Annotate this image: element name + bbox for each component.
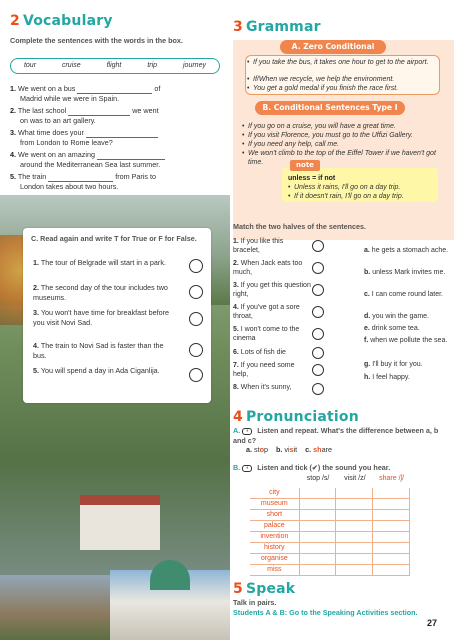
cathedral-dome bbox=[150, 560, 190, 590]
note-title: unless = if not bbox=[288, 175, 336, 182]
type1-example-3: • If you need any help, call me. bbox=[248, 140, 448, 149]
match-left-7: 7. If you need some help, bbox=[233, 362, 295, 379]
zero-conditional-title: A. Zero Conditional bbox=[280, 40, 386, 54]
vocab-blank-1[interactable] bbox=[77, 86, 152, 94]
match-right-a: a. he gets a stomach ache. bbox=[364, 247, 449, 254]
reading-item-4: 4. The train to Novi Sad is faster than the bus. bbox=[33, 341, 164, 360]
word-cruise: cruise bbox=[61, 62, 81, 70]
tick-cell[interactable] bbox=[373, 554, 410, 565]
match-right-e: e. drink some tea. bbox=[364, 325, 420, 332]
tf-answer-2[interactable] bbox=[189, 285, 203, 299]
speak-heading: 5 Speak bbox=[233, 581, 296, 597]
type1-example-4: • We won't climb to the top of the Eiffel Tower if we haven't got time. bbox=[248, 149, 438, 168]
tick-cell[interactable] bbox=[373, 521, 410, 532]
vocab-blank-3[interactable] bbox=[86, 130, 158, 138]
zero-example-3: • You get a gold medal if you finish the race first. bbox=[253, 84, 438, 93]
vocab-instruction: Complete the sentences with the words in the box. bbox=[10, 36, 183, 45]
grammar-heading: 3 Grammar bbox=[233, 19, 321, 35]
tick-cell[interactable] bbox=[300, 543, 337, 554]
vocab-item-3: 3. What time does your from London to Rome leave? bbox=[10, 128, 225, 147]
tick-cell[interactable] bbox=[373, 488, 410, 499]
match-right-c: c. I can come round later. bbox=[364, 291, 444, 298]
tick-cell[interactable] bbox=[373, 510, 410, 521]
match-answer-1[interactable] bbox=[312, 240, 324, 252]
vocab-blank-2[interactable] bbox=[68, 108, 130, 116]
fortress-photo bbox=[0, 575, 110, 640]
match-answer-6[interactable] bbox=[312, 347, 324, 359]
match-right-g: g. I'll buy it for you. bbox=[364, 361, 423, 368]
match-right-h: h. I feel happy. bbox=[364, 374, 410, 381]
tick-row: museum bbox=[250, 499, 410, 510]
tick-cell[interactable] bbox=[336, 499, 373, 510]
tick-cell[interactable] bbox=[300, 521, 337, 532]
reading-item-1: 1. The tour of Belgrade will start in a park. bbox=[33, 258, 166, 267]
tick-cell[interactable] bbox=[373, 532, 410, 543]
page-number: 27 bbox=[427, 618, 438, 628]
word-tour: tour bbox=[23, 62, 37, 70]
tick-cell[interactable] bbox=[300, 488, 337, 499]
match-left-5: 5. I won't come to the cinema bbox=[233, 326, 300, 343]
tick-row: organise bbox=[250, 554, 410, 565]
vocab-blank-4[interactable] bbox=[97, 152, 165, 160]
tick-cell[interactable] bbox=[300, 565, 337, 576]
tick-row: history bbox=[250, 543, 410, 554]
audio-icon[interactable]: ◖ bbox=[242, 428, 252, 435]
match-left-6: 6. Lots of fish die bbox=[233, 349, 286, 356]
tick-row: palace bbox=[250, 521, 410, 532]
match-left-1: 1. If you like this bracelet, bbox=[233, 238, 284, 255]
type1-conditional-title: B. Conditional Sentences Type I bbox=[255, 101, 405, 115]
tick-cell[interactable] bbox=[336, 532, 373, 543]
pron-a-instruction: A. ◖ Listen and repeat. What's the difference between a, b and c? bbox=[233, 426, 439, 445]
match-left-8: 8. When it's sunny, bbox=[233, 384, 292, 391]
match-answer-7[interactable] bbox=[312, 364, 324, 376]
word-flight: flight bbox=[106, 62, 122, 70]
tf-answer-4[interactable] bbox=[189, 343, 203, 357]
tick-cell[interactable] bbox=[336, 521, 373, 532]
tick-cell[interactable] bbox=[373, 499, 410, 510]
match-left-3: 3. If you get this question right, bbox=[233, 282, 311, 299]
tf-answer-5[interactable] bbox=[189, 368, 203, 382]
tick-row: invention bbox=[250, 532, 410, 543]
zero-example-1: • If you take the bus, it takes one hour to get to the airport. bbox=[253, 58, 438, 67]
tick-cell[interactable] bbox=[336, 543, 373, 554]
note-tag: note bbox=[290, 160, 320, 171]
tick-row: miss bbox=[250, 565, 410, 576]
match-answer-3[interactable] bbox=[312, 284, 324, 296]
vocab-item-4: 4. We went on an amazing around the Mediterranean Sea last summer. bbox=[10, 150, 225, 169]
match-left-2: 2. When Jack eats too much, bbox=[233, 260, 303, 277]
word-trip: trip bbox=[147, 62, 158, 70]
tick-cell[interactable] bbox=[300, 510, 337, 521]
note-line-1: • Unless it rains, I'll go on a day trip. bbox=[294, 183, 434, 192]
match-right-b: b. unless Mark invites me. bbox=[364, 269, 446, 276]
house-photo bbox=[80, 495, 160, 550]
match-left-4: 4. If you've got a sore throat, bbox=[233, 304, 300, 321]
pron-b-instruction: B. ◖ Listen and tick (✔) the sound you hear. bbox=[233, 463, 391, 472]
note-line-2: • If it doesn't rain, I'll go on a day trip. bbox=[294, 192, 434, 201]
tick-row: city bbox=[250, 488, 410, 499]
reading-instruction: C. Read again and write T for True or F for False. bbox=[31, 234, 197, 243]
pronunciation-heading: 4 Pronunciation bbox=[233, 409, 359, 425]
tick-cell[interactable] bbox=[300, 554, 337, 565]
match-right-f: f. when we pollute the sea. bbox=[364, 337, 448, 344]
match-right-d: d. you win the game. bbox=[364, 313, 429, 320]
speak-line-2: Students A & B: Go to the Speaking Activities section. bbox=[233, 608, 418, 617]
match-answer-5[interactable] bbox=[312, 328, 324, 340]
match-instruction: Match the two halves of the sentences. bbox=[233, 222, 367, 231]
tf-answer-1[interactable] bbox=[189, 259, 203, 273]
zero-example-2: • If/When we recycle, we help the environment. bbox=[253, 75, 438, 84]
word-journey: journey bbox=[183, 62, 206, 70]
audio-icon-2[interactable]: ◖ bbox=[242, 465, 252, 472]
tick-cell[interactable] bbox=[373, 565, 410, 576]
match-answer-2[interactable] bbox=[312, 262, 324, 274]
tick-table-header: stop /s/ visit /z/ share /ʃ/ bbox=[306, 475, 405, 482]
reading-item-3: 3. You won't have time for breakfast before you visit Novi Sad. bbox=[33, 308, 170, 327]
pron-examples: a. stop b. visit c. share bbox=[246, 445, 332, 454]
speak-line-1: Talk in pairs. bbox=[233, 598, 277, 607]
vocab-blank-5[interactable] bbox=[48, 174, 113, 182]
match-answer-4[interactable] bbox=[312, 306, 324, 318]
reading-item-5: 5. You will spend a day in Ada Ciganlija. bbox=[33, 366, 160, 375]
word-box bbox=[10, 58, 220, 74]
reading-card bbox=[23, 228, 211, 403]
tick-cell[interactable] bbox=[336, 510, 373, 521]
match-answer-8[interactable] bbox=[312, 383, 324, 395]
type1-example-2: • If you visit Florence, you must go to the Uffizi Gallery. bbox=[248, 131, 448, 140]
type1-example-1: • If you go on a cruise, you will have a great time. bbox=[248, 122, 448, 131]
tick-cell[interactable] bbox=[336, 565, 373, 576]
tf-answer-3[interactable] bbox=[189, 312, 203, 326]
vocab-item-1: 1. We went on a bus of Madrid while we were in Spain. bbox=[10, 84, 161, 103]
vocab-item-2: 2. The last school we went on was to an art gallery. bbox=[10, 106, 159, 125]
tick-cell[interactable] bbox=[373, 543, 410, 554]
vocabulary-heading: 2 Vocabulary bbox=[10, 13, 113, 29]
tick-cell[interactable] bbox=[336, 488, 373, 499]
vocab-item-5: 5. The train from Paris to London takes about two hours. bbox=[10, 172, 156, 191]
reading-item-2: 2. The second day of the tour includes two museums. bbox=[33, 283, 168, 302]
tick-row: short bbox=[250, 510, 410, 521]
tick-cell[interactable] bbox=[300, 532, 337, 543]
tick-cell[interactable] bbox=[300, 499, 337, 510]
tick-cell[interactable] bbox=[336, 554, 373, 565]
